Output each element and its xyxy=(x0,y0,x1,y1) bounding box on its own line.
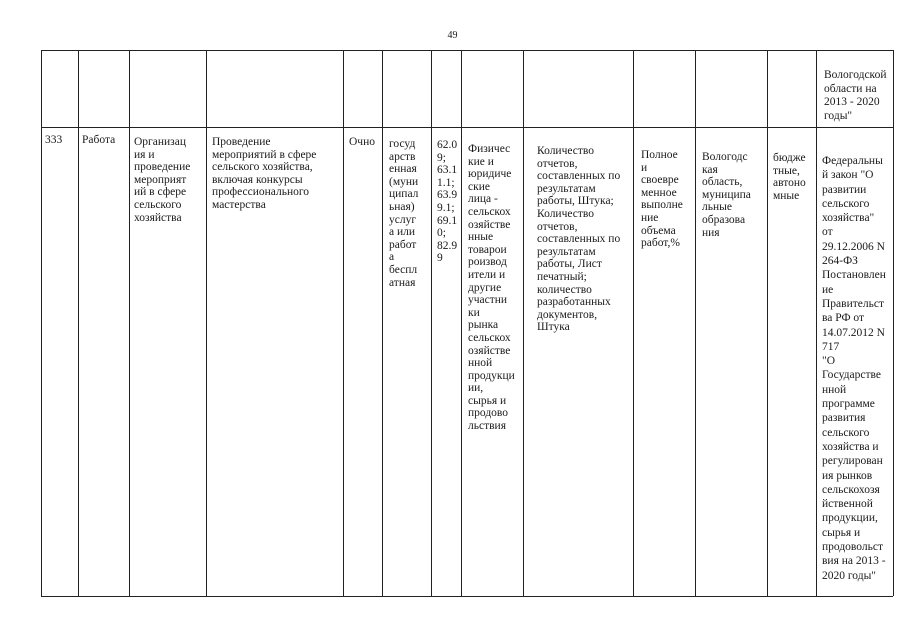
cell-line: Количество xyxy=(537,145,594,157)
row-legal-basis xyxy=(822,154,886,583)
cell-line: годы" xyxy=(824,109,853,122)
column-divider xyxy=(431,50,432,596)
cell-line: ие xyxy=(822,283,834,296)
cell-line: юридиче xyxy=(468,168,512,181)
cell-line: 2013 - 2020 xyxy=(824,96,880,108)
cell-line: Проведение xyxy=(212,136,271,148)
cell-line: Организац xyxy=(134,136,186,148)
cell-line: Полное xyxy=(641,149,678,161)
cell-line: хозяйства" xyxy=(822,212,875,225)
cell-line: кая xyxy=(702,163,718,176)
cell-line: ия и xyxy=(134,148,155,161)
row-founder xyxy=(702,151,751,239)
cell-line: озяйстве xyxy=(468,218,511,231)
cell-line: программе xyxy=(822,398,875,411)
cell-line: йственной xyxy=(822,498,873,511)
cell-line: Количество xyxy=(537,207,594,220)
cell-line: продукци xyxy=(468,369,515,382)
cell-line: беспл xyxy=(389,263,418,276)
cell-line: объема xyxy=(641,224,676,237)
cell-line: Вологодской xyxy=(824,69,887,81)
cell-line: мастерства xyxy=(212,198,266,211)
cell-line: разработанных xyxy=(537,296,611,309)
cell-line: ители и xyxy=(468,268,506,281)
cell-line: нной xyxy=(468,357,493,370)
cell-line: ки xyxy=(468,306,480,319)
cell-line: ва РФ от xyxy=(822,312,865,325)
cell-line: (муни xyxy=(389,175,419,188)
cell-line: сельскох xyxy=(468,205,511,218)
cell-line: продовольст xyxy=(822,541,883,554)
cell-line: 29.12.2006 N xyxy=(822,240,885,253)
row-activity xyxy=(134,136,190,224)
cell-line: нной xyxy=(822,383,847,396)
cell-line: ципал xyxy=(389,188,419,201)
cell-line: продово xyxy=(468,407,509,420)
cell-line: составленных по xyxy=(537,170,621,183)
cell-line: кие и xyxy=(468,155,494,168)
cell-line: автоно xyxy=(773,177,806,190)
row-volume-indicators xyxy=(537,145,620,334)
cell-line: 1.1; xyxy=(437,176,455,189)
cell-line: арств xyxy=(389,150,416,163)
cell-line: ние xyxy=(641,211,659,224)
row-number: 333 xyxy=(45,134,63,146)
header-carryover-text xyxy=(824,69,886,123)
cell-line: своевре xyxy=(641,174,679,187)
cell-line: результатам xyxy=(537,245,596,258)
column-divider xyxy=(206,50,207,596)
cell-line: ий в сфере xyxy=(134,186,187,199)
cell-line: область, xyxy=(702,176,743,189)
cell-line: 0; xyxy=(437,227,446,240)
cell-line: Вологодс xyxy=(702,151,748,163)
cell-line: бюдже xyxy=(773,152,806,164)
cell-line: выполне xyxy=(641,199,683,212)
cell-line: лица - xyxy=(468,193,498,206)
cell-line: услуг xyxy=(389,213,417,226)
cell-line: Федеральны xyxy=(822,155,883,167)
cell-line: а xyxy=(389,251,395,264)
cell-line: льные xyxy=(702,201,732,214)
cell-line: профессионального xyxy=(212,186,310,199)
cell-line: льствия xyxy=(468,420,506,433)
cell-line: ия рынков xyxy=(822,469,873,482)
cell-line: отчетов, xyxy=(537,157,578,170)
cell-line: озяйстве xyxy=(468,344,511,357)
cell-line: хозяйства xyxy=(134,211,182,224)
column-divider xyxy=(41,50,42,596)
cell-line: сельскохозя xyxy=(822,483,880,496)
table-top-border xyxy=(41,50,893,51)
cell-line: работ,% xyxy=(641,237,680,250)
cell-line: 9 xyxy=(437,252,443,265)
column-divider xyxy=(523,50,524,596)
cell-line: области на xyxy=(824,82,877,95)
cell-line: 2020 годы" xyxy=(822,569,876,582)
cell-line: 14.07.2012 N xyxy=(822,326,885,339)
cell-line: вия на 2013 - xyxy=(822,555,886,568)
cell-line: 63.1 xyxy=(437,164,458,177)
cell-line: документов, xyxy=(537,308,598,321)
column-divider xyxy=(129,50,130,596)
cell-line: ния xyxy=(702,226,720,239)
column-divider xyxy=(78,50,79,596)
cell-line: отчетов, xyxy=(537,220,578,233)
cell-line: образова xyxy=(702,213,746,226)
column-divider xyxy=(382,50,383,596)
cell-line: а или xyxy=(389,226,416,239)
row-service-kind xyxy=(389,138,418,289)
cell-line: ьная) xyxy=(389,200,415,213)
cell-line: рынка xyxy=(468,319,499,332)
cell-line: "О xyxy=(822,355,835,368)
cell-line: й закон "О xyxy=(822,169,874,182)
cell-line: ии, xyxy=(468,382,484,395)
cell-line: сельского xyxy=(134,198,182,211)
cell-line: 69.1 xyxy=(437,214,458,227)
column-divider xyxy=(767,50,768,596)
cell-line: хозяйства и xyxy=(822,440,879,453)
row-institution-type xyxy=(773,152,806,202)
cell-line: 717 xyxy=(822,340,840,353)
cell-line: результатам xyxy=(537,182,596,195)
column-divider xyxy=(816,50,817,596)
cell-line: мероприятий в сфере xyxy=(212,148,317,161)
cell-line: 82.9 xyxy=(437,239,458,252)
row-okved-codes xyxy=(437,139,457,265)
cell-line: проведение xyxy=(134,161,191,174)
cell-line: мные xyxy=(773,189,800,202)
cell-line: составленных по xyxy=(537,233,621,246)
cell-line: работы, Штука; xyxy=(537,195,614,208)
cell-line: продукции, xyxy=(822,512,878,525)
cell-line: развитии xyxy=(822,183,867,196)
column-divider xyxy=(695,50,696,596)
cell-line: мероприят xyxy=(134,173,187,186)
cell-line: 63.9 xyxy=(437,189,458,202)
cell-line: 9; xyxy=(437,151,446,164)
column-divider xyxy=(343,50,344,596)
cell-line: сельского xyxy=(822,197,870,210)
cell-line: Штука xyxy=(537,321,570,334)
cell-line: муниципа xyxy=(702,188,751,201)
cell-line: включая конкурсы xyxy=(212,173,303,186)
cell-line: сельского хозяйства, xyxy=(212,161,313,174)
cell-line: и xyxy=(641,161,648,174)
cell-line: товарои xyxy=(468,243,507,256)
table-bottom-border xyxy=(41,596,893,597)
column-divider xyxy=(893,50,894,596)
cell-line: участни xyxy=(468,294,508,307)
page-number: 49 xyxy=(447,30,458,41)
cell-line: Постановлен xyxy=(822,269,886,282)
cell-line: Государстве xyxy=(822,369,881,382)
cell-line: сельского xyxy=(822,426,870,439)
cell-line: сырья и xyxy=(822,526,861,539)
row-content xyxy=(212,136,316,212)
cell-line: сырья и xyxy=(468,394,507,407)
row-type: Работа xyxy=(82,134,116,146)
cell-line: роизвод xyxy=(468,256,507,269)
cell-line: атная xyxy=(389,276,416,289)
cell-line: работы, Лист xyxy=(537,258,602,271)
cell-line: Правительст xyxy=(822,297,884,310)
cell-line: печатный; xyxy=(537,270,587,283)
cell-line: ские xyxy=(468,180,490,193)
cell-line: 264-ФЗ xyxy=(822,255,858,268)
cell-line: Физичес xyxy=(468,143,511,155)
cell-line: от xyxy=(822,226,833,239)
cell-line: менное xyxy=(641,186,677,199)
cell-line: количество xyxy=(537,283,592,296)
cell-line: работ xyxy=(389,238,417,251)
row-separator xyxy=(41,127,893,128)
row-consumers xyxy=(468,143,515,433)
cell-line: нные xyxy=(468,231,494,244)
row-form: Очно xyxy=(349,136,375,148)
cell-line: сельскох xyxy=(468,331,511,344)
cell-line: регулирован xyxy=(822,455,883,468)
cell-line: госуд xyxy=(389,138,416,150)
cell-line: развития xyxy=(822,412,866,425)
cell-line: другие xyxy=(468,281,502,294)
cell-line: 9.1; xyxy=(437,201,455,214)
cell-line: 62.0 xyxy=(437,139,458,151)
cell-line: енная xyxy=(389,163,417,176)
cell-line: тные, xyxy=(773,164,800,177)
column-divider xyxy=(633,50,634,596)
column-divider xyxy=(461,50,462,596)
row-quality-indicators xyxy=(641,149,683,250)
